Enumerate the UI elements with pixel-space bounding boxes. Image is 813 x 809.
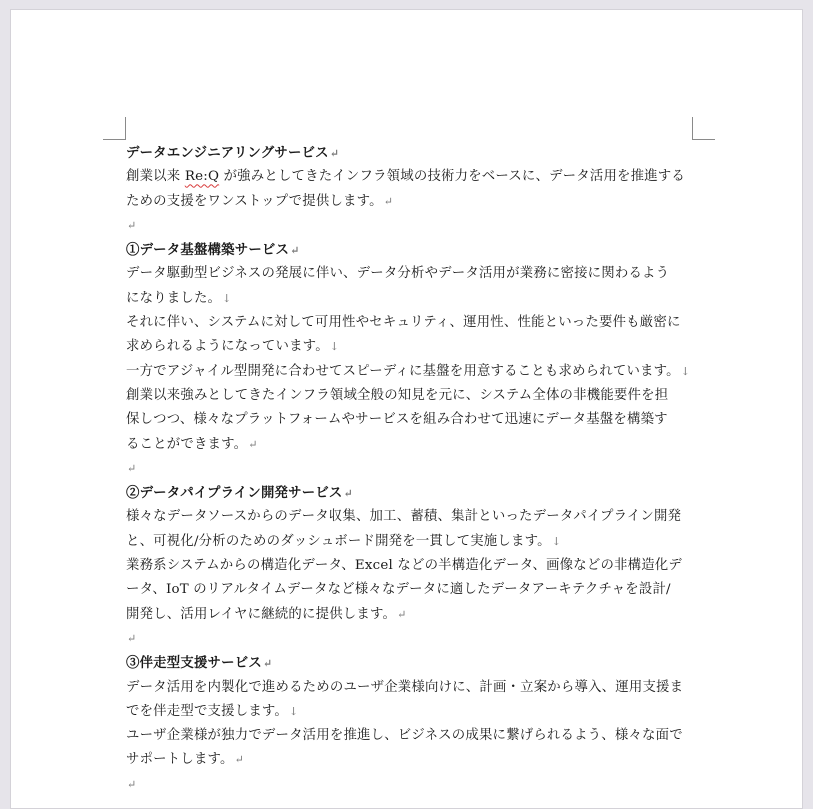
paragraph-mark: ↵ [262, 657, 273, 671]
line-break-mark: ↓ [329, 340, 340, 354]
line-break-mark: ↓ [222, 291, 232, 305]
section-heading: ②データパイプライン開発サービス↵ [126, 485, 353, 502]
document-body[interactable] [126, 141, 716, 797]
paragraph-line: と、可視化/分析のためのダッシュボード開発を一貫して実施します。↓ [126, 533, 562, 549]
document-page[interactable] [10, 9, 803, 809]
section-heading: ①データ基盤構築サービス↵ [126, 242, 300, 259]
line-break-mark: ↓ [680, 364, 691, 378]
paragraph-mark: ↵ [329, 147, 340, 160]
paragraph-line: でを伴走型で支援します。↓ [126, 703, 299, 719]
section-heading: ③伴走型支援サービス↵ [126, 655, 273, 672]
empty-paragraph [126, 214, 716, 238]
paragraph-line: 様々なデータソースからのデータ収集、加工、蓄積、集計といったデータパイプライン開発 [126, 509, 682, 525]
paragraph-line: 開発し、活用レイヤに継続的に提供します。↵ [126, 606, 407, 622]
paragraph-mark: ↵ [248, 437, 258, 451]
empty-paragraph [126, 627, 716, 651]
line-break-mark: ↓ [289, 704, 299, 718]
line-break-mark: ↓ [551, 534, 562, 548]
paragraph-line: 保しつつ、様々なプラットフォームやサービスを組み合わせて迅速にデータ基盤を構築す [126, 412, 668, 428]
paragraph-line: になりました。↓ [126, 290, 232, 306]
paragraph-line: ることができます。↵ [126, 436, 258, 452]
paragraph-line: 業務系システムからの構造化データ、Excel などの半構造化データ、画像などの非構造化デ [126, 558, 682, 574]
paragraph-line: それに伴い、システムに対して可用性やセキュリティ、運用性、性能といった要件も厳密に [126, 315, 681, 331]
paragraph-line: 創業以来強みとしてきたインフラ領域全般の知見を元に、システム全体の非機能要件を担 [126, 387, 669, 403]
paragraph-mark: ↵ [127, 631, 137, 645]
paragraph-line: ための支援をワンストップで提供します。↵ [126, 193, 394, 209]
margin-corner-top-right [692, 117, 715, 140]
paragraph-mark: ↵ [383, 194, 394, 208]
paragraph-mark: ↵ [127, 461, 137, 475]
spellcheck-word[interactable]: Re:Q [184, 169, 220, 185]
paragraph-line: データ活用を内製化で進めるためのユーザ企業様向けに、計画・立案から導入、運用支援ま [126, 679, 684, 695]
paragraph-line: データ駆動型ビジネスの発展に伴い、データ分析やデータ活用が業務に密接に関わるよう [126, 266, 670, 282]
paragraph-line: 創業以来 Re:Q が強みとしてきたインフラ領域の技術力をベースに、データ活用を推進する [126, 169, 685, 185]
paragraph-line: 一方でアジャイル型開発に合わせてスピーディに基盤を用意することも求められています。↓ [126, 363, 691, 379]
empty-paragraph [126, 457, 716, 481]
paragraph-mark: ↵ [290, 244, 300, 258]
paragraph-line: サポートします。↵ [126, 752, 245, 768]
paragraph-line: ユーザ企業様が独力でデータ活用を推進し、ビジネスの成果に繋げられるよう、様々な面で [126, 728, 683, 744]
empty-paragraph [126, 773, 716, 797]
section-heading: データエンジニアリングサービス↵ [126, 145, 340, 161]
margin-corner-top-left [103, 117, 126, 140]
paragraph-mark: ↵ [343, 487, 353, 501]
paragraph-mark: ↵ [234, 753, 245, 767]
paragraph-mark: ↵ [127, 777, 137, 791]
paragraph-mark: ↵ [397, 607, 407, 621]
paragraph-line: ータ、IoT のリアルタイムデータなど様々なデータに適したデータアーキテクチャを設計/ [126, 582, 671, 598]
paragraph-line: 求められるようになっています。↓ [126, 339, 340, 355]
paragraph-mark: ↵ [127, 218, 137, 232]
